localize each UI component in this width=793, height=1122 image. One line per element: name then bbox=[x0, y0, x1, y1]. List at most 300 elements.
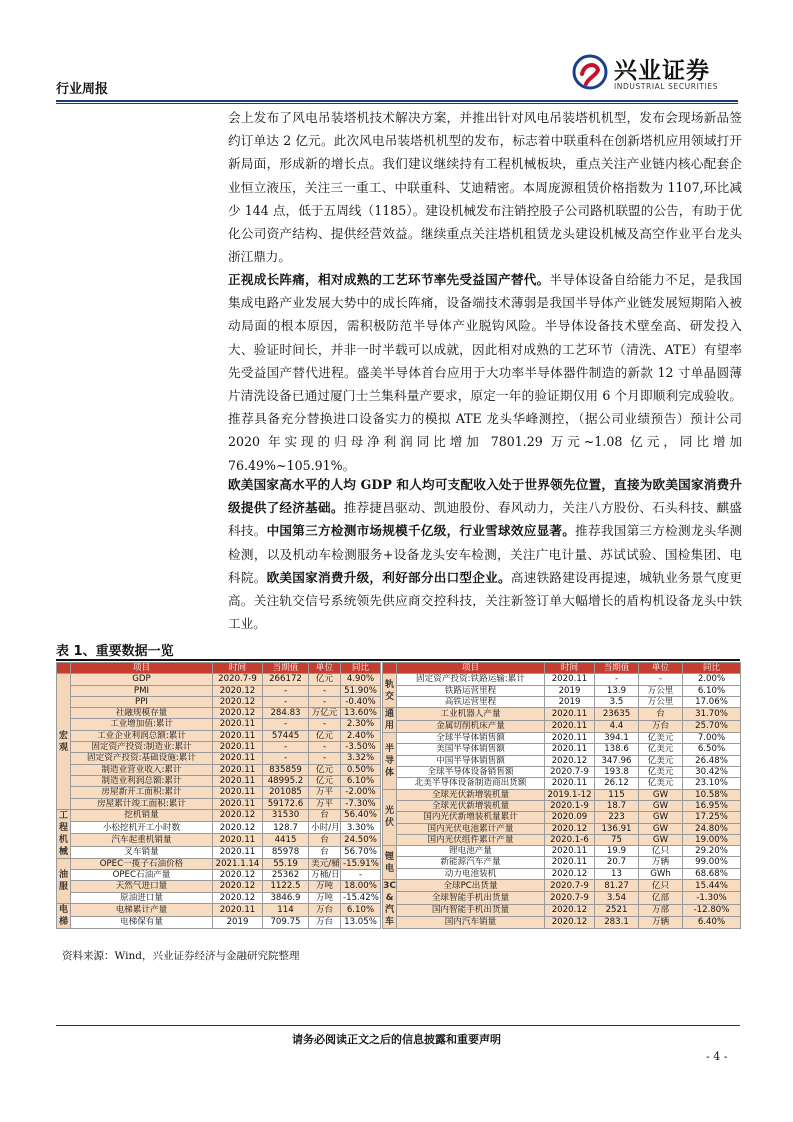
data-table-left bbox=[56, 662, 381, 929]
row-value: 283.1 bbox=[595, 916, 639, 928]
table-row bbox=[57, 870, 381, 881]
table-row bbox=[57, 674, 381, 685]
row-value: 23635 bbox=[595, 708, 639, 721]
row-unit: 万台 bbox=[639, 720, 683, 733]
paragraph-text: 高速铁路建设再提速，城轨业务景气度更高。关注轨交信号系统领先供应商交控科技，关注新签订单大幅增长的盾构机设备龙头中铁工业。 bbox=[228, 569, 743, 632]
row-unit: - bbox=[309, 685, 341, 696]
row-item: 全球PC出货量 bbox=[397, 880, 545, 892]
row-item: 全球光伏新增装机量 bbox=[397, 789, 545, 800]
row-yoy: 0.50% bbox=[341, 764, 381, 775]
category-label: 半导体 bbox=[383, 733, 397, 789]
row-yoy: 51.90% bbox=[341, 685, 381, 696]
row-time: 2020.1-6 bbox=[545, 834, 595, 845]
row-unit: 亿美元 bbox=[639, 733, 683, 744]
row-unit: 亿只 bbox=[639, 880, 683, 892]
row-item: 美国半导体销售额 bbox=[397, 744, 545, 755]
row-value: 31530 bbox=[263, 809, 309, 821]
row-unit: 万平 bbox=[309, 787, 341, 798]
row-unit: 台 bbox=[309, 834, 341, 846]
row-yoy: 17.06% bbox=[683, 696, 741, 707]
row-time: 2019.1-12 bbox=[545, 789, 595, 800]
row-item: 新能源汽车产量 bbox=[397, 857, 545, 868]
table-title-rule bbox=[56, 659, 740, 661]
table-row bbox=[57, 685, 381, 696]
row-item: PPI bbox=[71, 696, 213, 707]
row-unit: GWh bbox=[639, 868, 683, 879]
row-time: 2020.12 bbox=[545, 868, 595, 879]
row-item: 全球智能手机出货量 bbox=[397, 892, 545, 904]
row-time: 2020.11 bbox=[545, 674, 595, 685]
paragraph-text: 推荐我国第三方检测龙头华测检测，以及机动车检测服务+设备龙头安车检测，关注广电计量、苏试试验、国检集团、电科院。 bbox=[228, 523, 743, 585]
table-row bbox=[383, 834, 741, 845]
row-unit: 万桶/日 bbox=[309, 870, 341, 881]
row-value: 4.4 bbox=[595, 720, 639, 733]
table-row bbox=[57, 753, 381, 764]
table-row bbox=[383, 744, 741, 755]
row-unit: GW bbox=[639, 812, 683, 823]
row-value: 48995.2 bbox=[263, 775, 309, 786]
row-value: 75 bbox=[595, 834, 639, 845]
row-item: 铁路运营里程 bbox=[397, 685, 545, 696]
row-time: 2019 bbox=[213, 916, 263, 929]
table-header-row bbox=[383, 663, 741, 674]
row-yoy: 18.00% bbox=[341, 881, 381, 892]
row-time: 2021.1.14 bbox=[213, 858, 263, 869]
row-value: - bbox=[263, 742, 309, 753]
header-time: 时间 bbox=[213, 663, 263, 674]
row-unit: 亿美元 bbox=[639, 755, 683, 766]
row-value: 201085 bbox=[263, 787, 309, 798]
row-item: 全球半导体销售额 bbox=[397, 733, 545, 744]
row-value: 19.9 bbox=[595, 846, 639, 857]
row-yoy: 13.05% bbox=[341, 916, 381, 929]
row-yoy: 13.60% bbox=[341, 708, 381, 719]
disclosure-notice: 请务必阅读正文之后的信息披露和重要声明 bbox=[292, 1033, 501, 1046]
table-row bbox=[57, 696, 381, 707]
row-item: 社融规模存量 bbox=[71, 708, 213, 719]
row-unit: 万吨 bbox=[309, 881, 341, 892]
row-item: 全球半导体设备销售额 bbox=[397, 767, 545, 778]
row-yoy: 6.10% bbox=[341, 775, 381, 786]
table-row bbox=[383, 674, 741, 685]
row-yoy: -3.50% bbox=[341, 742, 381, 753]
page-number: - 4 - bbox=[706, 1050, 728, 1063]
table-row bbox=[57, 822, 381, 834]
row-unit: 美元/桶 bbox=[309, 858, 341, 869]
row-value: 266172 bbox=[263, 674, 309, 685]
table-row bbox=[57, 708, 381, 719]
category-label: 轨交 bbox=[383, 674, 397, 708]
table-row bbox=[383, 868, 741, 879]
row-time: 2020.7-9 bbox=[545, 880, 595, 892]
category-label: 3C & 汽车 bbox=[383, 881, 396, 928]
row-item: 动力电池装机 bbox=[397, 868, 545, 879]
row-time: 2020.11 bbox=[213, 834, 263, 846]
header-unit: 单位 bbox=[639, 663, 683, 674]
table-row bbox=[57, 742, 381, 753]
row-time: 2020.1-9 bbox=[545, 800, 595, 811]
row-item: 锂电池产量 bbox=[397, 846, 545, 857]
table-row bbox=[57, 892, 381, 903]
row-time: 2020.11 bbox=[213, 742, 263, 753]
row-yoy: -1.30% bbox=[683, 892, 741, 904]
row-unit: 万吨 bbox=[309, 892, 341, 903]
paragraph-machinery bbox=[228, 106, 742, 268]
header-item: 项目 bbox=[71, 663, 213, 674]
row-item: OPEC石油产量 bbox=[71, 870, 213, 881]
paragraph-text: 会上发布了风电吊装塔机技术解决方案，并推出针对风电吊装塔机机型，发布会现场新品签约订单达 2 亿元。此次风电吊装塔机机型的发布，标志着中联重科在创新塔机应用领域打开新局面，形成新的增长点。我们建议继续持有工程机械板块，重点关注产业链内核心配套企业恒立液压，关注三一重工、中联重科、艾迪精密。本周庞源租赁价格指数为 1107,环比减少 144 点，低于五周线（1185）。建设机械发布注销控股子公司路机联盟的公告，有助于优化公司资产结构、提供经营效益。继续重点关注塔机租赁龙头建设机械及高空作业平台龙头浙江鼎力。 bbox=[228, 110, 742, 265]
row-unit: - bbox=[639, 674, 683, 685]
table-row bbox=[57, 798, 381, 809]
category-label: 电梯 bbox=[57, 904, 71, 929]
row-yoy: 99.00% bbox=[683, 857, 741, 868]
row-yoy: 6.40% bbox=[683, 916, 741, 928]
row-item: 电梯保有量 bbox=[71, 916, 213, 929]
footer-rule bbox=[56, 1025, 740, 1026]
row-value: - bbox=[595, 674, 639, 685]
row-item: 房屋新开工面积:累计 bbox=[71, 787, 213, 798]
row-item: 工业企业利润总额:累计 bbox=[71, 730, 213, 741]
row-time: 2020.11 bbox=[545, 744, 595, 755]
table-row bbox=[57, 809, 381, 821]
table-row bbox=[383, 892, 741, 904]
row-value: 55.19 bbox=[263, 858, 309, 869]
row-item: 北美半导体设备制造商出货额 bbox=[397, 778, 545, 789]
row-time: 2020.12 bbox=[545, 823, 595, 834]
row-unit: 万公里 bbox=[639, 685, 683, 696]
row-yoy: 56.40% bbox=[341, 809, 381, 821]
paragraph-text: 推荐捷昌驱动、凯迪股份、春风动力，关注八方股份、石头科技、麒盛科技。 bbox=[228, 500, 743, 539]
company-logo bbox=[572, 52, 742, 98]
table-title: 表 1、重要数据一览 bbox=[56, 644, 174, 659]
table-row bbox=[383, 800, 741, 811]
row-time: 2020.12 bbox=[213, 822, 263, 834]
row-time: 2020.11 bbox=[545, 733, 595, 744]
row-value: 193.8 bbox=[595, 767, 639, 778]
row-time: 2020.12 bbox=[545, 904, 595, 916]
table-row bbox=[383, 857, 741, 868]
table-row bbox=[383, 755, 741, 766]
report-type: 行业周报 bbox=[56, 82, 109, 97]
row-item: 国内汽车销量 bbox=[397, 916, 545, 928]
row-yoy: 31.70% bbox=[683, 708, 741, 721]
row-time: 2020.11 bbox=[213, 775, 263, 786]
row-time: 2020.11 bbox=[213, 846, 263, 858]
row-time: 2020.7-9 bbox=[545, 767, 595, 778]
row-yoy: -2.00% bbox=[341, 787, 381, 798]
row-time: 2020.09 bbox=[545, 812, 595, 823]
row-time: 2020.11 bbox=[213, 904, 263, 917]
row-unit: 台 bbox=[309, 809, 341, 821]
row-yoy: -15.91% bbox=[341, 858, 381, 869]
category-label: 宏观 bbox=[57, 674, 71, 810]
row-value: 1122.5 bbox=[263, 881, 309, 892]
row-value: 115 bbox=[595, 789, 639, 800]
row-time: 2020.11 bbox=[213, 730, 263, 741]
table-source: 资料来源：Wind，兴业证券经济与金融研究院整理 bbox=[62, 950, 300, 962]
row-yoy: 3.32% bbox=[341, 753, 381, 764]
category-label: 油服 bbox=[57, 858, 71, 903]
table-row bbox=[57, 846, 381, 858]
row-item: PMI bbox=[71, 685, 213, 696]
row-value: 284.83 bbox=[263, 708, 309, 719]
row-time: 2020.11 bbox=[545, 708, 595, 721]
row-value: 20.7 bbox=[595, 857, 639, 868]
logo-chinese: 兴业证券 bbox=[614, 58, 710, 84]
row-unit: GW bbox=[639, 789, 683, 800]
row-yoy: 23.10% bbox=[683, 778, 741, 789]
table-row bbox=[57, 858, 381, 869]
row-yoy: 6.10% bbox=[341, 904, 381, 917]
row-time: 2020.11 bbox=[213, 753, 263, 764]
table-row bbox=[383, 685, 741, 696]
row-item: 国内光伏新增装机量累计 bbox=[397, 812, 545, 823]
row-value: 128.7 bbox=[263, 822, 309, 834]
table-row bbox=[57, 730, 381, 741]
row-item: 汽车起重机销量 bbox=[71, 834, 213, 846]
row-yoy: -12.80% bbox=[683, 904, 741, 916]
row-time: 2020.12 bbox=[213, 881, 263, 892]
row-time: 2019 bbox=[545, 696, 595, 707]
row-item: OPEC一揽子石油价格 bbox=[71, 858, 213, 869]
row-item: 工业增加值:累计 bbox=[71, 719, 213, 730]
row-time: 2020.11 bbox=[545, 778, 595, 789]
row-yoy: 3.30% bbox=[341, 822, 381, 834]
row-time: 2020.11 bbox=[545, 846, 595, 857]
table-row bbox=[383, 846, 741, 857]
row-time: 2020.11 bbox=[213, 719, 263, 730]
row-unit: 亿美元 bbox=[639, 767, 683, 778]
row-unit: 亿美元 bbox=[639, 778, 683, 789]
row-yoy: 30.42% bbox=[683, 767, 741, 778]
row-yoy: 6.50% bbox=[683, 744, 741, 755]
table-row bbox=[57, 764, 381, 775]
row-unit: 万辆 bbox=[639, 857, 683, 868]
row-yoy: 56.70% bbox=[341, 846, 381, 858]
row-unit: GW bbox=[639, 834, 683, 845]
row-value: 3846.9 bbox=[263, 892, 309, 903]
row-item: 国内智能手机出货量 bbox=[397, 904, 545, 916]
row-unit: 亿只 bbox=[639, 846, 683, 857]
row-unit: 亿美元 bbox=[639, 744, 683, 755]
category-label: 通用 bbox=[383, 708, 397, 733]
row-unit: - bbox=[309, 719, 341, 730]
row-item: 中国半导体销售额 bbox=[397, 755, 545, 766]
row-yoy: 24.80% bbox=[683, 823, 741, 834]
header-value: 当期值 bbox=[263, 663, 309, 674]
row-yoy: 2.00% bbox=[683, 674, 741, 685]
row-time: 2020.11 bbox=[545, 720, 595, 733]
row-time: 2020.7-9 bbox=[213, 674, 263, 685]
row-value: 114 bbox=[263, 904, 309, 917]
row-item: 制造业利润总额:累计 bbox=[71, 775, 213, 786]
header-blank bbox=[57, 663, 71, 674]
table-row bbox=[383, 767, 741, 778]
row-unit: 万台 bbox=[309, 904, 341, 917]
row-item: 国内光伏电池累计产量 bbox=[397, 823, 545, 834]
table-row bbox=[383, 733, 741, 744]
row-time: 2020.12 bbox=[213, 708, 263, 719]
row-time: 2020.12 bbox=[545, 916, 595, 928]
table-row bbox=[57, 787, 381, 798]
row-yoy: 4.90% bbox=[341, 674, 381, 685]
category-label: 工程机械 bbox=[57, 809, 71, 858]
row-time: 2020.11 bbox=[545, 857, 595, 868]
row-item: 原油进口量 bbox=[71, 892, 213, 903]
table-row bbox=[57, 881, 381, 892]
row-item: 固定资产投资:基础设施:累计 bbox=[71, 753, 213, 764]
table-row bbox=[383, 916, 741, 928]
row-yoy: 15.44% bbox=[683, 880, 741, 892]
row-item: 房屋累计竣工面积:累计 bbox=[71, 798, 213, 809]
row-yoy: 7.00% bbox=[683, 733, 741, 744]
row-unit: - bbox=[309, 753, 341, 764]
row-unit: 亿元 bbox=[309, 764, 341, 775]
row-unit: 台 bbox=[639, 708, 683, 721]
table-row bbox=[383, 823, 741, 834]
row-value: - bbox=[263, 685, 309, 696]
row-unit: 亿元 bbox=[309, 730, 341, 741]
row-value: 81.27 bbox=[595, 880, 639, 892]
row-time: 2020.12 bbox=[213, 685, 263, 696]
table-row bbox=[57, 916, 381, 929]
row-value: 13.9 bbox=[595, 685, 639, 696]
row-yoy: 25.70% bbox=[683, 720, 741, 733]
row-time: 2020.11 bbox=[213, 764, 263, 775]
table-row bbox=[383, 880, 741, 892]
table-row bbox=[383, 812, 741, 823]
row-yoy: -7.30% bbox=[341, 798, 381, 809]
table-header-row bbox=[57, 663, 381, 674]
row-value: 138.6 bbox=[595, 744, 639, 755]
header-rule-thin bbox=[56, 103, 738, 104]
logo-english: INDUSTRIAL SECURITIES bbox=[614, 82, 719, 91]
header-yoy: 同比 bbox=[683, 663, 741, 674]
row-item: 叉车销量 bbox=[71, 846, 213, 858]
table-row bbox=[57, 775, 381, 786]
row-unit: 万平 bbox=[309, 798, 341, 809]
row-yoy: -15.42% bbox=[341, 892, 381, 903]
row-value: 394.1 bbox=[595, 733, 639, 744]
row-unit: GW bbox=[639, 800, 683, 811]
row-value: 59172.6 bbox=[263, 798, 309, 809]
row-item: 全球光伏新增装机量 bbox=[397, 800, 545, 811]
row-time: 2020.12 bbox=[213, 892, 263, 903]
table-row bbox=[383, 708, 741, 721]
row-value: 25362 bbox=[263, 870, 309, 881]
row-item: GDP bbox=[71, 674, 213, 685]
row-value: - bbox=[263, 753, 309, 764]
row-yoy: 6.10% bbox=[683, 685, 741, 696]
row-yoy: 24.50% bbox=[341, 834, 381, 846]
row-item: 小松挖机开工小时数 bbox=[71, 822, 213, 834]
category-label: 锂电 bbox=[383, 846, 397, 880]
row-yoy: -0.40% bbox=[341, 696, 381, 707]
row-unit: 万辆 bbox=[639, 916, 683, 928]
data-table-right bbox=[382, 662, 741, 929]
paragraph-heading: 正视成长阵痛，相对成熟的工艺环节率先受益国产替代。 bbox=[228, 272, 550, 287]
row-yoy: 10.58% bbox=[683, 789, 741, 800]
row-value: 835859 bbox=[263, 764, 309, 775]
paragraph-consumption bbox=[228, 473, 742, 635]
row-item: 电梯累计产量 bbox=[71, 904, 213, 917]
row-unit: 万台 bbox=[309, 916, 341, 929]
row-time: 2020.12 bbox=[545, 755, 595, 766]
paragraph-heading: 中国第三方检测市场规模千亿级，行业雪球效应显著。 bbox=[266, 523, 576, 539]
row-unit: 万公里 bbox=[639, 696, 683, 707]
category-label: 光伏 bbox=[383, 789, 397, 845]
logo-mark-icon bbox=[572, 54, 608, 90]
header-item: 项目 bbox=[397, 663, 545, 674]
row-value: 26.12 bbox=[595, 778, 639, 789]
header-yoy: 同比 bbox=[341, 663, 381, 674]
row-yoy: 29.20% bbox=[683, 846, 741, 857]
row-value: 85978 bbox=[263, 846, 309, 858]
table-row bbox=[383, 789, 741, 800]
row-time: 2020.11 bbox=[213, 798, 263, 809]
row-value: 13 bbox=[595, 868, 639, 879]
row-unit: 万亿元 bbox=[309, 708, 341, 719]
row-time: 2020.12 bbox=[213, 696, 263, 707]
row-yoy: 2.30% bbox=[341, 719, 381, 730]
row-item: 高铁运营里程 bbox=[397, 696, 545, 707]
table-row bbox=[383, 778, 741, 789]
table-row bbox=[57, 834, 381, 846]
row-unit: 亿部 bbox=[639, 892, 683, 904]
row-value: - bbox=[263, 719, 309, 730]
row-item: 固定资产投资:制造业:累计 bbox=[71, 742, 213, 753]
row-yoy: 16.95% bbox=[683, 800, 741, 811]
row-unit: 万部 bbox=[639, 904, 683, 916]
row-unit: 亿元 bbox=[309, 674, 341, 685]
row-value: 18.7 bbox=[595, 800, 639, 811]
paragraph-text: 半导体设备自给能力不足，是我国集成电路产业发展大势中的成长阵痛，设备端技术薄弱是我国半导体产业链发展短期陷入被动局面的根本原因，需积极防范半导体产业脱钩风险。半导体设备技术壁垒高、研发投入大、验证时间长，并非一时半载可以成就，因此相对成熟的工艺环节（清洗、ATE）有望率先受益国产替代进程。盛美半导体首台应用于大功率半导体器件制造的新款 12 寸单晶圆薄片清洗设备已通过厦门士兰集科量产要求，原定一年的验证期仅用 6 个月即顺利完成验收。推荐具备充分替换进口设备实力的模拟 ATE 龙头华峰测控，（据公司业绩预告）预计公司 2020 年实现的归母净利润同比增加 7801.29 万元~1.08 亿元，同比增加 76.49%~105.91%。 bbox=[228, 272, 743, 473]
row-item: 金属切削机床产量 bbox=[397, 720, 545, 733]
paragraph-heading: 欧美国家高水平的人均 GDP 和人均可支配收入处于世界领先位置，直接为欧美国家消费升级提供了经济基础。 bbox=[228, 477, 742, 516]
row-unit: 台 bbox=[309, 846, 341, 858]
paragraph-heading: 欧美国家消费升级，利好部分出口型企业。 bbox=[266, 569, 511, 585]
row-time: 2020.12 bbox=[213, 809, 263, 821]
row-value: 3.54 bbox=[595, 892, 639, 904]
table-row bbox=[383, 720, 741, 733]
row-value: - bbox=[263, 696, 309, 707]
row-time: 2020.7-9 bbox=[545, 892, 595, 904]
row-value: 223 bbox=[595, 812, 639, 823]
row-value: 3.5 bbox=[595, 696, 639, 707]
paragraph-semiconductor bbox=[228, 268, 742, 477]
row-value: 136.91 bbox=[595, 823, 639, 834]
header-rule bbox=[56, 100, 738, 102]
header-blank bbox=[383, 663, 397, 674]
row-value: 2521 bbox=[595, 904, 639, 916]
table-row bbox=[57, 904, 381, 917]
row-yoy: 19.00% bbox=[683, 834, 741, 845]
table-row bbox=[383, 696, 741, 707]
row-unit: GW bbox=[639, 823, 683, 834]
row-item: 国内光伏组件累计产量 bbox=[397, 834, 545, 845]
row-item: 挖机销量 bbox=[71, 809, 213, 821]
row-value: 4415 bbox=[263, 834, 309, 846]
row-yoy: 2.40% bbox=[341, 730, 381, 741]
row-item: 制造业营业收入:累计 bbox=[71, 764, 213, 775]
row-unit: 小时/月 bbox=[309, 822, 341, 834]
row-yoy: - bbox=[341, 870, 381, 881]
row-time: 2020.12 bbox=[213, 870, 263, 881]
table-row bbox=[57, 719, 381, 730]
row-time: 2020.11 bbox=[213, 787, 263, 798]
table-row bbox=[383, 904, 741, 916]
row-yoy: 68.68% bbox=[683, 868, 741, 879]
